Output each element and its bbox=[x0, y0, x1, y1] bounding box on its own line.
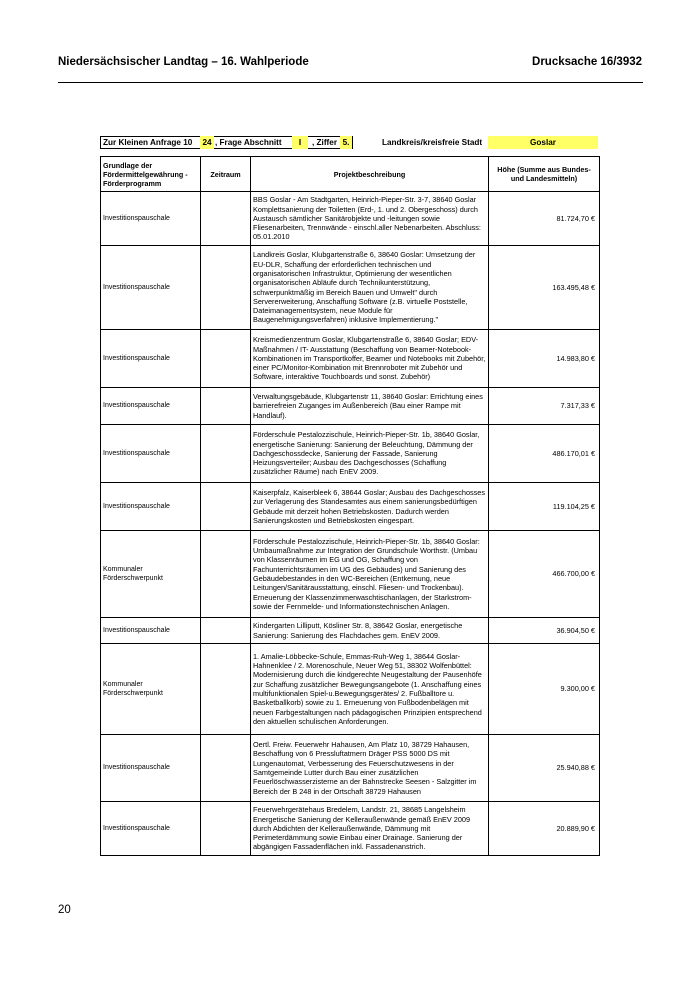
query-abschnitt: I bbox=[292, 136, 308, 149]
cell-programm: Investitionspauschale bbox=[101, 425, 201, 483]
cell-betrag: 7.317,33 € bbox=[489, 388, 600, 425]
table-row bbox=[101, 483, 600, 531]
table-row bbox=[101, 802, 600, 856]
cell-zeitraum bbox=[201, 425, 251, 483]
cell-zeitraum bbox=[201, 246, 251, 330]
cell-beschreibung: Kreismedienzentrum Goslar, Klubgartenstraße 6, 38640 Goslar; EDV-Maßnahmen / IT- Ausstattung (Beschaffung von Beamer-Notebook-Kombinationen im Transportkoffer, Beamer und Notebooks mit Zubehör, einer PC/Monitor-Kombination mit Brennroboter mit Zubehör und Software, interaktive Touchboards und sonst. Zubehör) bbox=[251, 330, 489, 388]
cell-zeitraum bbox=[201, 802, 251, 856]
header-drucksache: Drucksache 16/3932 bbox=[532, 56, 642, 68]
cell-betrag: 20.889,90 € bbox=[489, 802, 600, 856]
query-landkreis-label: Landkreis/kreisfreie Stadt bbox=[382, 138, 483, 147]
query-landkreis: Goslar bbox=[488, 136, 598, 149]
table-row bbox=[101, 531, 600, 618]
header-rule bbox=[58, 82, 643, 83]
table-row bbox=[101, 735, 600, 802]
col-header-hoehe: Höhe (Summe aus Bundes- und Landesmitteln) bbox=[489, 157, 600, 192]
cell-betrag: 119.104,25 € bbox=[489, 483, 600, 531]
cell-programm: Investitionspauschale bbox=[101, 388, 201, 425]
cell-programm: Kommunaler Förderschwerpunkt bbox=[101, 644, 201, 735]
cell-beschreibung: Förderschule Pestalozzischule, Heinrich-Pieper-Str. 1b, 38640 Goslar: Umbaumaßnahme zur Integration der Grundschule Worthstr. (Umbau von Klassenräumen im EG und OG, Schaffung von Fachunterrichtsräumen im UG des Gebäudes) und Sanierung des Gebäudebestandes in den WC-Bereichen (Entkernung, neue Leitungen/Sanitärausstattung, einschl. Fliesen- und Trockenbau). Erneuerung der Klassenzimmerwaschtischanlagen, der Starkstrom- sowie der Fernmelde- und Informationstechnischen Anlagen. bbox=[251, 531, 489, 618]
cell-beschreibung: Oertl. Freiw. Feuerwehr Hahausen, Am Platz 10, 38729 Hahausen, Beschaffung von 6 Pressluftatmern Dräger PSS 5000 DS mit Lungenautomat, Verbesserung des Feuerschutzwesens in der Samtgemeinde Lutter durch Bau einer zusätzlichen Feuerlöschwasserzisterne an der Bahnstrecke Seesen - Salzgitter im Bereich der B 248 in der Ortschaft 38729 Hahausen bbox=[251, 735, 489, 802]
table-row bbox=[101, 644, 600, 735]
table-row bbox=[101, 618, 600, 644]
cell-betrag: 486.170,01 € bbox=[489, 425, 600, 483]
query-ziffer-label: , Ziffer bbox=[312, 138, 338, 147]
cell-betrag: 9.300,00 € bbox=[489, 644, 600, 735]
cell-betrag: 466.700,00 € bbox=[489, 531, 600, 618]
cell-beschreibung: BBS Goslar - Am Stadtgarten, Heinrich-Pieper-Str. 3-7, 38640 Goslar Komplettsanierung der Toiletten (Erd-, 1. und 2. Obergeschoss) durch Austausch sämtlicher Sanitärobjekte und -leitungen sowie Fliesenarbeiten, Trennwände - einschl.aller Nebenarbeiten. Abschluss: 05.01.2010 bbox=[251, 192, 489, 246]
query-anfrage-nr: 24 bbox=[200, 136, 214, 149]
cell-beschreibung: Feuerwehrgerätehaus Bredelem, Landstr. 21, 38685 Langelsheim Energetische Sanierung der Kelleraußenwände gemäß EnEV 2009 durch Abdichten der Kelleraußenwände, Dämmung mit Perimeterdämmung sowie Einbau einer Drainage. Sanierung der abgängigen Fassadenflächen inkl. Fassadenanstrich. bbox=[251, 802, 489, 856]
table-row bbox=[101, 330, 600, 388]
cell-betrag: 163.495,48 € bbox=[489, 246, 600, 330]
cell-betrag: 14.983,80 € bbox=[489, 330, 600, 388]
header-title: Niedersächsischer Landtag – 16. Wahlperiode bbox=[58, 56, 309, 68]
table-row bbox=[101, 388, 600, 425]
cell-beschreibung: 1. Amalie-Löbbecke-Schule, Emmas-Ruh-Weg 1, 38644 Goslar-Hahnenklee / 2. Morenoschule, Neuer Weg 51, 38302 Wolfenbüttel: Modernisierung durch die kindgerechte Neugestaltung der Pausenhöfe zur Schaffung zusätzlicher Bewegungsangebote (1. Anschaffung eines multifunktionalen Spiel-u.Bewegungsgerätes/ 2. Fußballtore u. Basketballkorb) sowie zu 1. Erneuerung von Fußbodenbelägen mit neuen Farbgestaltungen nach pädagogischen Prinzipien entsprechend den aktuellen schulischen Anforderungen. bbox=[251, 644, 489, 735]
cell-beschreibung: Kaiserpfalz, Kaiserbleek 6, 38644 Goslar; Ausbau des Dachgeschosses zur Verlagerung des Standesamtes aus einem sanierungsbedürftigen Gebäude mit derzeit hohen Betriebskosten. Dadurch werden Sanierungskosten und Betriebskosten eingespart. bbox=[251, 483, 489, 531]
cell-zeitraum bbox=[201, 644, 251, 735]
cell-programm: Investitionspauschale bbox=[101, 802, 201, 856]
cell-zeitraum bbox=[201, 330, 251, 388]
table-row bbox=[101, 192, 600, 246]
cell-programm: Investitionspauschale bbox=[101, 735, 201, 802]
col-header-zeitraum: Zeitraum bbox=[201, 157, 251, 192]
cell-beschreibung: Förderschule Pestalozzischule, Heinrich-Pieper-Str. 1b, 38640 Goslar, energetische Sanierung: Sanierung der Beleuchtung, Dämmung der Dachgeschossdecke, Sanierung der Fassade, Sanierung Heizungsverteiler; Ausbau des Dachgeschosses (Schaffung zusätzlicher Räume) nach EnEV 2009. bbox=[251, 425, 489, 483]
foerder-table bbox=[100, 156, 600, 856]
table-row bbox=[101, 246, 600, 330]
table-row bbox=[101, 425, 600, 483]
cell-zeitraum bbox=[201, 531, 251, 618]
table-header-row bbox=[101, 157, 600, 192]
cell-zeitraum bbox=[201, 618, 251, 644]
cell-programm: Investitionspauschale bbox=[101, 192, 201, 246]
col-header-grundlage: Grundlage der Fördermittelgewährung - Förderprogramm bbox=[101, 157, 201, 192]
cell-zeitraum bbox=[201, 483, 251, 531]
cell-zeitraum bbox=[201, 735, 251, 802]
page-number: 20 bbox=[58, 904, 71, 916]
cell-programm: Investitionspauschale bbox=[101, 246, 201, 330]
cell-zeitraum bbox=[201, 192, 251, 246]
cell-zeitraum bbox=[201, 388, 251, 425]
query-frage-label: , Frage Abschnitt bbox=[215, 138, 282, 147]
cell-beschreibung: Verwaltungsgebäude, Klubgartenstr 11, 38640 Goslar: Errichtung eines barrierefreien Zuganges im Außenbereich (Bau einer Rampe mit Handlauf). bbox=[251, 388, 489, 425]
cell-programm: Investitionspauschale bbox=[101, 330, 201, 388]
cell-beschreibung: Kindergarten Lilliputt, Kösliner Str. 8, 38642 Goslar, energetische Sanierung: Sanierung des Flachdaches gem. EnEV 2009. bbox=[251, 618, 489, 644]
cell-betrag: 25.940,88 € bbox=[489, 735, 600, 802]
cell-programm: Investitionspauschale bbox=[101, 618, 201, 644]
col-header-projekt: Projektbeschreibung bbox=[251, 157, 489, 192]
cell-betrag: 36.904,50 € bbox=[489, 618, 600, 644]
cell-programm: Investitionspauschale bbox=[101, 483, 201, 531]
query-ziffer: 5. bbox=[340, 136, 352, 149]
cell-beschreibung: Landkreis Goslar, Klubgartenstraße 6, 38640 Goslar: Umsetzung der EU-DLR, Schaffung der erforderlichen technischen und organisatorischen Infrastruktur, Optimierung der wesentlichen organisatorischen Abläufe durch Technikunterstützung, schwerpunktmäßig im Bereich Bauen und Umwelt" durch Servererweiterung, Anschaffung Software (z.B. virtuelle Poststelle, Dateimanagementsystem, neue Module für Baugenehmigungsverfahren) inklusive Implementierung." bbox=[251, 246, 489, 330]
query-prefix: Zur Kleinen Anfrage 10 bbox=[103, 138, 193, 147]
cell-programm: Kommunaler Förderschwerpunkt bbox=[101, 531, 201, 618]
cell-betrag: 81.724,70 € bbox=[489, 192, 600, 246]
